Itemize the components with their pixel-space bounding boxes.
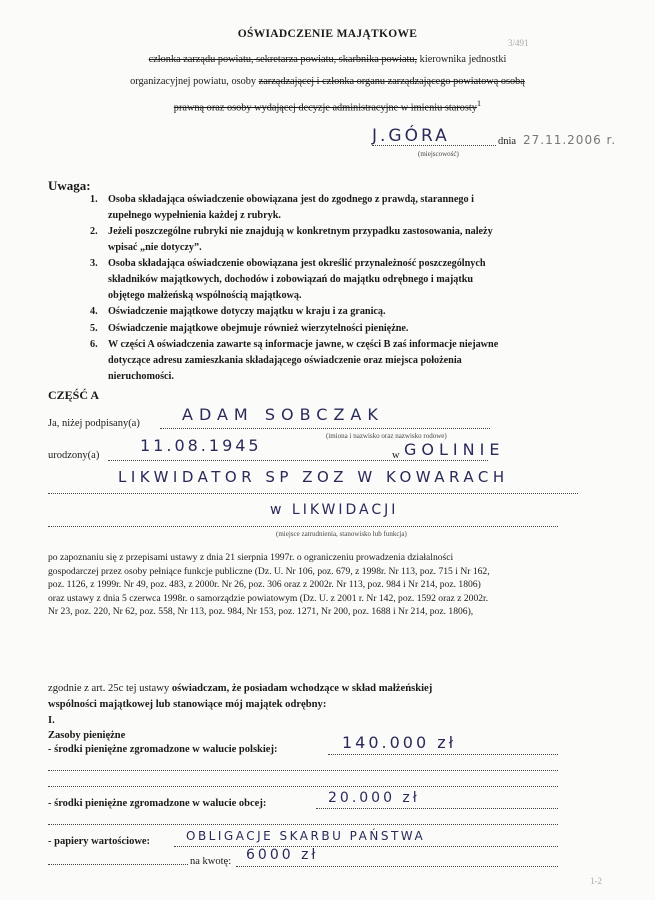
place-value: J.GÓRA (372, 126, 450, 146)
name-line (160, 428, 490, 429)
subtitle-line-2 (0, 76, 655, 87)
uwaga-item-number: 6. (90, 339, 98, 351)
securities-label: - papiery wartościowe: (48, 836, 151, 847)
declare-line-2: wspólności majątkowej lub stanowiące mój majątek odrębny: (48, 699, 327, 710)
uwaga-item-number: 4. (90, 306, 98, 318)
pln-line (328, 754, 558, 755)
uwaga-item-number: 2. (90, 226, 98, 238)
job-value-1: LIKWIDATOR SP ZOZ W KOWARACH (118, 468, 509, 486)
subtitle-struck-2: zarządzającej i członka organu zarządzającego powiatową osobą (258, 76, 525, 87)
amount-line (236, 866, 558, 867)
name-value: ADAM SOBCZAK (182, 405, 384, 424)
uwaga-item-line: składników majątkowych, dochodów i zobowiązań do majątku odrębnego i majątku (108, 273, 474, 285)
job-line-1 (48, 493, 578, 494)
stamp-number: 3/491 (508, 38, 529, 48)
law-text-line: oraz ustawy z dnia 5 czerwca 1998r. o samorządzie powiatowym (Dz. U. z 2001 r. Nr 142, poz. 1592 oraz z 2002r. (48, 592, 489, 604)
declare-pre: zgodnie z art. 25c tej ustawy (48, 683, 172, 694)
subtitle-footnote: 1 (476, 98, 482, 108)
law-text-line: gospodarczej przez osoby pełniące funkcje publiczne (Dz. U. Nr 106, poz. 679, z 1998r. Nr 113, poz. 715 i Nr 162, (48, 565, 490, 577)
pln-extra-line-2 (48, 786, 558, 787)
subtitle-rest-1: kierownika jednostki (417, 54, 507, 65)
securities-line (174, 846, 558, 847)
securities-value: OBLIGACJE SKARBU PAŃSTWA (186, 829, 426, 843)
uwaga-item-line: W części A oświadczenia zawarte są informacje jawne, w części B zaś informacje niejawne (108, 339, 499, 351)
job-line-2 (48, 526, 558, 527)
name-label: Ja, niżej podpisany(a) (48, 418, 140, 429)
name-caption: (imiona i nazwisko oraz nazwisko rodowe) (326, 432, 447, 440)
section-numeral: I. (48, 715, 55, 726)
part-a-heading: CZĘŚĆ A (48, 388, 100, 402)
foreign-line (316, 808, 558, 809)
declare-bold-1: oświadczam, że posiadam wchodzące w skład małżeńskiej (171, 683, 433, 694)
amount-value: 6000 zł (246, 847, 319, 863)
uwaga-item-line: dotyczące adresu zamieszkania składającego oświadczenie oraz miejsca położenia (108, 354, 462, 366)
subtitle-pre-2: organizacyjnej powiatu, osoby (130, 76, 259, 87)
job-caption: (miejsce zatrudnienia, stanowisko lub funkcja) (276, 530, 407, 538)
place-caption: (miejscowość) (418, 150, 459, 158)
subtitle-struck-1: członka zarządu powiatu, sekretarza powiatu, skarbnika powiatu, (148, 54, 418, 65)
place-line (372, 145, 496, 146)
pln-label: - środki pieniężne zgromadzone w walucie polskiej: (48, 744, 278, 755)
uwaga-item-number: 5. (90, 322, 98, 334)
declare-line-1 (48, 683, 432, 694)
subtitle-line-3 (0, 98, 655, 113)
uwaga-item-line: nieruchomości. (108, 370, 174, 382)
uwaga-item-line: Jeżeli poszczególne rubryki nie znajdują w konkretnym przypadku zastosowania, należy (108, 226, 493, 238)
born-line (108, 460, 488, 461)
uwaga-item-line: Oświadczenie majątkowe dotyczy majątku w kraju i za granicą. (108, 306, 386, 318)
amount-label: na kwotę: (190, 856, 232, 867)
foreign-label: - środki pieniężne zgromadzone w walucie obcej: (48, 798, 267, 809)
uwaga-item-line: Osoba składająca oświadczenie obowiązana jest do zgodnego z prawdą, starannego i (108, 194, 474, 205)
section-heading: Zasoby pieniężne (48, 730, 126, 741)
born-place: GOLINIE (404, 440, 505, 459)
pln-extra-line-1 (48, 770, 558, 771)
securities-extra-line (48, 864, 188, 865)
law-text-line: Nr 23, poz. 220, Nr 62, poz. 558, Nr 113, poz. 984, Nr 153, poz. 1271, Nr 200, poz. 1688 i Nr 214, poz. 1806), (48, 606, 474, 618)
uwaga-item-line: wpisać „nie dotyczy”. (108, 241, 202, 253)
uwaga-item-line: Osoba składająca oświadczenie obowiązana jest określić przynależność poszczególnych (108, 258, 486, 270)
uwaga-item-number: 1. (90, 194, 98, 205)
uwaga-item-line: Oświadczenie majątkowe obejmuje również wierzytelności pieniężne. (108, 322, 409, 334)
born-date: 11.08.1945 (140, 436, 262, 455)
uwaga-item-line: zupełnego wypełnienia każdej z rubryk. (108, 209, 281, 221)
foreign-value: 20.000 zł (328, 790, 420, 806)
born-label: urodzony(a) (48, 450, 100, 461)
date-prefix: dnia (498, 136, 517, 147)
law-text-line: poz. 1126, z 1999r. Nr 49, poz. 483, z 2000r. Nr 26, poz. 306 oraz z 2002r. Nr 113, poz. 984 i Nr 214, poz. 1806) (48, 579, 481, 591)
uwaga-heading: Uwaga: (48, 178, 91, 193)
foreign-extra-line (48, 824, 558, 825)
stamp-bottom: 1-2 (590, 876, 602, 886)
date-value: 27.11.2006 r. (523, 133, 617, 147)
born-in: w (392, 450, 400, 461)
job-value-2: w LIKWIDACJI (270, 502, 399, 518)
subtitle-struck-3: prawną oraz osoby wydającej decyzje administracyjne w imieniu starosty (173, 102, 477, 114)
form-title: OŚWIADCZENIE MAJĄTKOWE (237, 28, 418, 40)
pln-value: 140.000 zł (342, 733, 457, 752)
subtitle-line-1 (0, 54, 655, 65)
uwaga-item-number: 3. (90, 258, 98, 270)
uwaga-item-line: objętego małżeńską wspólnością majątkową. (108, 289, 302, 301)
law-text-line: po zapoznaniu się z przepisami ustawy z dnia 21 sierpnia 1997r. o ograniczeniu prowadzenia działalności (48, 552, 454, 563)
